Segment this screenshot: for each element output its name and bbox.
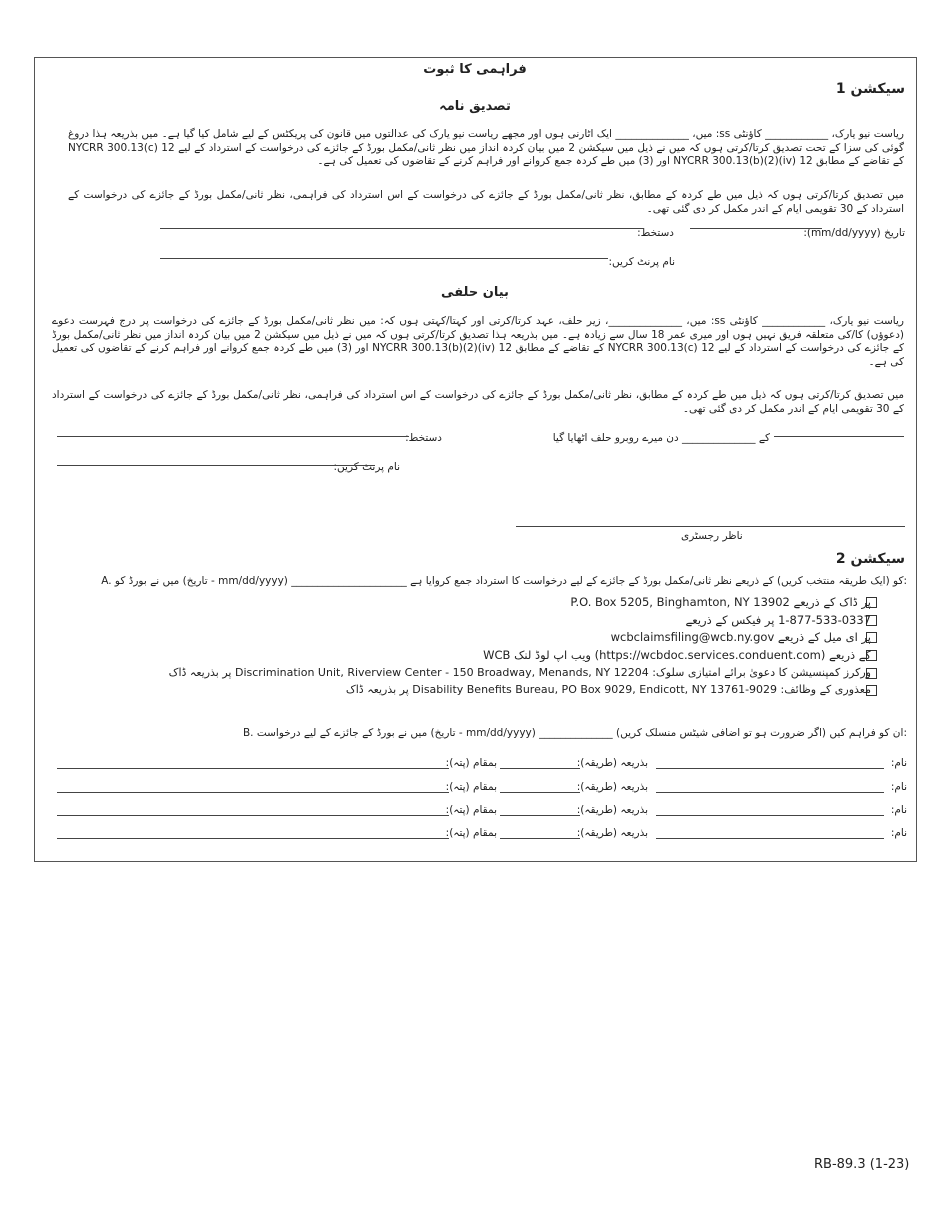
row-method-field[interactable] <box>500 768 580 769</box>
verification-signature-label: دستخط: <box>637 227 674 239</box>
affidavit-print-name-field[interactable] <box>57 465 375 466</box>
verification-signature-field[interactable] <box>160 228 644 229</box>
section-1-heading: سیکشن 1 <box>835 81 905 97</box>
verification-date-field[interactable] <box>690 228 822 229</box>
affidavit-title: بیان حلفی <box>441 285 509 300</box>
verification-date-label: تاریخ (mm/dd/yyyy): <box>803 227 905 239</box>
row-name-label: نام: <box>890 804 907 816</box>
affidavit-paragraph-2: میں تصدیق کرتا/کرتی ہوں کہ ذیل میں طے کردہ کے مطابق، نظر ثانی/مکمل بورڈ کے جائزے کی درخواست کے اس استرداد کی فراہمی، نظر ثانی/مکمل بورڈ کے جائزے کی درخواست کے استرداد کے 30 تقویمی ایام کے اندر مکمل کر دی گئی تھی۔ <box>52 389 904 415</box>
row-address-label: بمقام (پتہ): <box>445 804 497 816</box>
form-title: فراہمی کا ثبوت <box>423 62 527 77</box>
row-method-field[interactable] <box>500 838 580 839</box>
verification-paragraph-2: میں تصدیق کرتا/کرتی ہوں کہ ذیل میں طے کردہ کے مطابق، نظر ثانی/مکمل بورڈ کے جائزے کی درخواست کے اس استرداد کی فراہمی، نظر ثانی/مکمل بورڈ کے جائزے کی درخواست کے استرداد کے 30 تقویمی ایام کے اندر مکمل کر دی گئی تھی۔ <box>68 189 904 215</box>
section-2a-statement: A. میں نے بورڈ کو (تاریخ - mm/dd/yyyy) ______________________ کو (ایک طریقہ منتخب کریں) کے ذریعے نظر ثانی/مکمل بورڈ کے جائزے کے لیے درخواست کا استرداد جمع کروایا ہے: <box>101 575 907 587</box>
notary-signature-field[interactable] <box>516 526 905 527</box>
affidavit-print-name-label: نام پرنٹ کریں: <box>333 461 400 473</box>
verification-print-name-field[interactable] <box>160 258 608 259</box>
row-address-label: بمقام (پتہ): <box>445 757 497 769</box>
section-2-heading: سیکشن 2 <box>835 551 905 567</box>
row-address-field[interactable] <box>57 768 449 769</box>
option-disability-label: معذوری کے وظائف: Disability Benefits Bureau, PO Box 9029, Endicott, NY 13761-9029 پر بذریعہ ڈاک <box>345 683 871 696</box>
row-address-label: بمقام (پتہ): <box>445 781 497 793</box>
form-frame <box>34 57 917 862</box>
form-id: RB-89.3 (1-23) <box>814 1157 910 1172</box>
affidavit-paragraph-1: ریاست نیو یارک، ____________ کاؤنٹی ss: میں، ______________، زیر حلف، عہد کرتا/کرتی اور کہتا/کہتی ہوں کہ: میں نظر ثانی/مکمل بورڈ کے جائزے کی درخواست پر درج فہرست دعوے (دعوؤں) کا/کی متعلقہ فریق نہیں ہوں اور میری عمر 18 سال سے زیادہ ہے۔ میں بذریعہ ہذا تصدیق کرتا/کرتی ہوں کہ میں نے ذیل میں سیکشن 2 میں بیان کردہ انداز میں نظر ثانی/مکمل بورڈ کے جائزے کی درخواست کے استرداد کے لیے 12 NYCRR 300.13(c) کے تقاضے کے مطابق 12 NYCRR 300.13(b)(2)(iv) اور (3) میں طے کردہ جمع کروانے اور فراہم کرنے کے تقاضوں کی تعمیل کی ہے۔ <box>52 315 905 368</box>
row-method-label: بذریعہ (طریقہ): <box>576 757 648 769</box>
sworn-statement: کے ______________ دن میرے روبرو حلف اٹھایا گیا <box>552 432 770 444</box>
option-fax-label: 1-877-533-0337 پر فیکس کے ذریعے <box>685 613 871 627</box>
row-name-field[interactable] <box>656 768 884 769</box>
section-2b-statement: B. میں نے بورڈ کے جائزے کے لیے درخواست (تاریخ - mm/dd/yyyy) ______________ ان کو فراہم کیں (اگر ضرورت ہو تو اضافی شیٹس منسلک کریں): <box>242 727 907 739</box>
row-name-field[interactable] <box>656 815 884 816</box>
row-name-label: نام: <box>890 827 907 839</box>
notary-label: ناظر رجسٹری <box>681 530 743 542</box>
row-name-field[interactable] <box>656 792 884 793</box>
row-name-label: نام: <box>890 757 907 769</box>
row-address-field[interactable] <box>57 815 449 816</box>
option-mail-label: P.O. Box 5205, Binghamton, NY 13902 پر ڈاک کے ذریعے <box>570 595 871 609</box>
row-address-label: بمقام (پتہ): <box>445 827 497 839</box>
affidavit-signature-label: دستخط: <box>405 432 442 444</box>
row-method-field[interactable] <box>500 815 580 816</box>
row-method-label: بذریعہ (طریقہ): <box>576 781 648 793</box>
verification-print-name-label: نام پرنٹ کریں: <box>608 256 675 268</box>
row-name-field[interactable] <box>656 838 884 839</box>
option-web-upload-label: WCB ویب اپ لوڈ لنک (https://wcbdoc.services.conduent.com) کے ذریعے <box>483 648 871 662</box>
row-address-field[interactable] <box>57 792 449 793</box>
option-discrimination-label: ورکرز کمپنسیشن کا دعویٰ برائے امتیازی سلوک: Discrimination Unit, Riverview Center - 150 Broadway, Menands, NY 12204 پر بذریعہ ڈاک <box>168 666 871 679</box>
row-method-label: بذریعہ (طریقہ): <box>576 827 648 839</box>
row-address-field[interactable] <box>57 838 449 839</box>
option-email-label: wcbclaimsfiling@wcb.ny.gov پر ای میل کے ذریعے <box>610 630 871 644</box>
sworn-year-field[interactable] <box>774 436 904 437</box>
verification-title: تصدیق نامہ <box>439 99 511 114</box>
row-method-field[interactable] <box>500 792 580 793</box>
row-name-label: نام: <box>890 781 907 793</box>
row-method-label: بذریعہ (طریقہ): <box>576 804 648 816</box>
affidavit-signature-field[interactable] <box>57 436 409 437</box>
verification-paragraph-1: ریاست نیو یارک، ____________ کاؤنٹی ss: میں، ______________ ایک اٹارنی ہوں اور مجھے ریاست نیو یارک کی عدالتوں میں قانون کی پریکٹس کے لیے شامل کیا گیا ہے۔ میں بذریعہ ہذا دروغ گوئی کی سزا کے تحت تصدیق کرتا/کرتی ہوں کہ میں نے ذیل میں سیکشن 2 میں بیان کردہ انداز میں نظر ثانی/مکمل بورڈ کے جائزے کی درخواست کے استرداد کے لیے 12 NYCRR 300.13(c) کے تقاضے کے مطابق 12 NYCRR 300.13(b)(2)(iv) اور (3) میں طے کردہ جمع کروانے اور فراہم کرنے کے تقاضوں کی تعمیل کی ہے۔ <box>68 128 905 167</box>
